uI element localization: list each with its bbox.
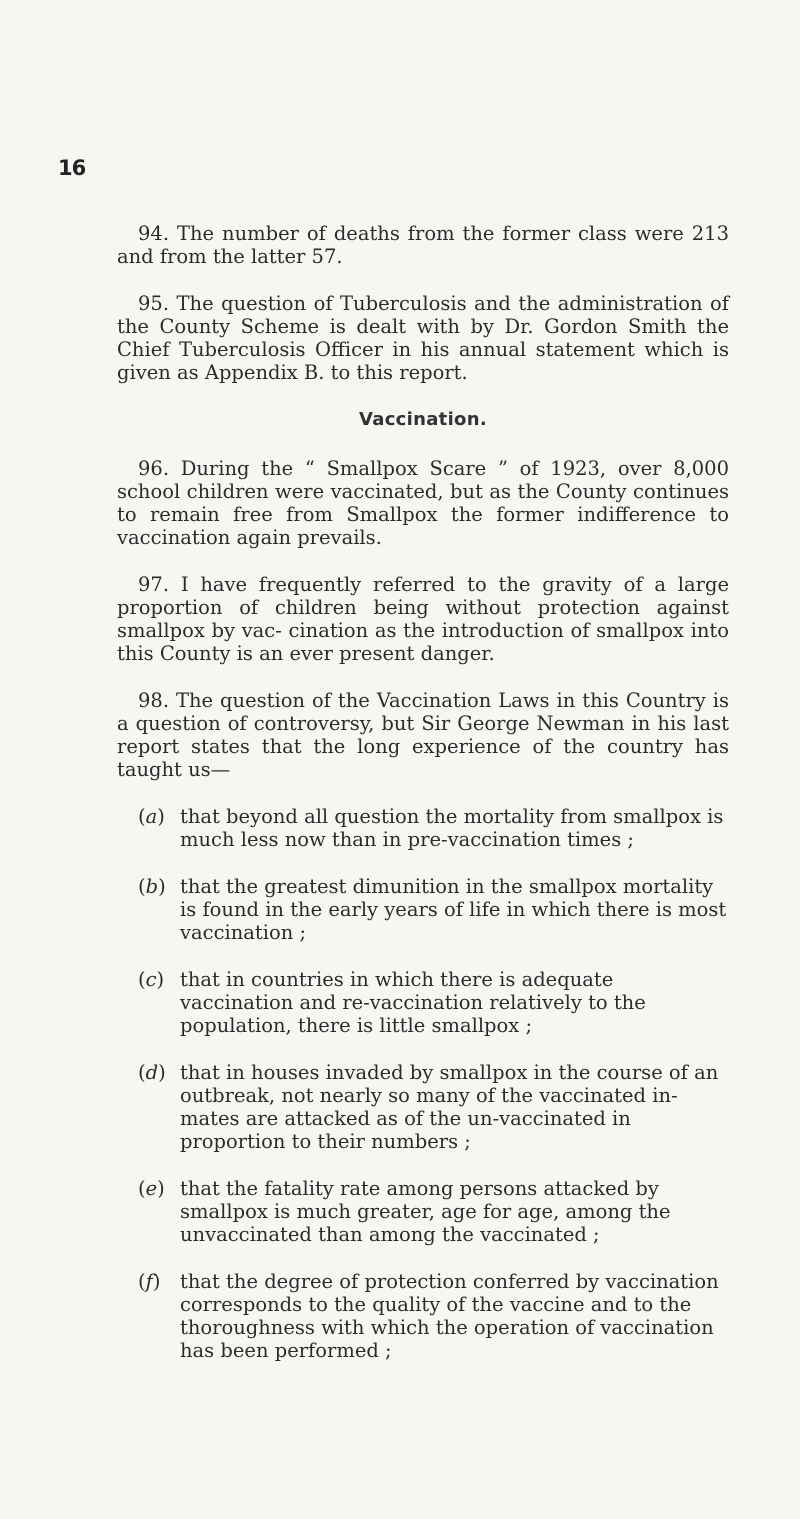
label-letter: f: [145, 1270, 153, 1293]
list-item: [117, 1177, 729, 1246]
section-heading-vaccination: Vaccination.: [359, 409, 487, 430]
list-item-text: that in houses invaded by smallpox in the course of an outbreak, not nearly so many of the vaccinated in- mates are attacked as of the un-vaccinated in proportion to their numbers ;: [180, 1061, 719, 1153]
list-item: [117, 875, 729, 944]
list-item: [117, 805, 729, 851]
page-body: [117, 222, 729, 1386]
label-letter: c: [145, 968, 157, 991]
list-item-label: [138, 1177, 165, 1200]
list-item: [117, 1270, 729, 1362]
label-letter: a: [145, 805, 158, 828]
label-close-paren: ): [158, 1061, 166, 1084]
list-item-label: [138, 1270, 160, 1293]
list-item-text: that the greatest dimunition in the smallpox mortality is found in the early years of life in which there is most vaccination ;: [180, 875, 727, 944]
label-close-paren: ): [158, 875, 166, 898]
list-item-label: [138, 1061, 166, 1084]
label-open-paren: (: [138, 1177, 146, 1200]
paragraph-94: 94. The number of deaths from the former class were 213 and from the latter 57.: [117, 222, 729, 268]
paragraph-97: 97. I have frequently referred to the gravity of a large proportion of children being without protection against smallpox by vac- cination as the introduction of smallpox into this County is an ever present danger.: [117, 573, 729, 665]
label-open-paren: (: [138, 1270, 146, 1293]
label-close-paren: ): [157, 805, 165, 828]
paragraph-95: 95. The question of Tuberculosis and the administration of the County Scheme is dealt with by Dr. Gordon Smith the Chief Tuberculosis Officer in his annual statement which is given as Appendix B. to this report.: [117, 292, 729, 384]
label-close-paren: ): [157, 1177, 165, 1200]
label-letter: d: [145, 1061, 159, 1084]
label-letter: b: [145, 875, 159, 898]
findings-list: [117, 805, 729, 1362]
list-item-label: [138, 805, 165, 828]
list-item-text: that in countries in which there is adequate vaccination and re-vaccination relatively to the population, there is little smallpox ;: [180, 968, 646, 1037]
paragraph-98: 98. The question of the Vaccination Laws in this Country is a question of controversy, but Sir George Newman in his last report states that the long experience of the country has taught us—: [117, 689, 729, 781]
list-item-label: [138, 875, 166, 898]
label-open-paren: (: [138, 805, 146, 828]
label-close-paren: ): [152, 1270, 161, 1293]
label-close-paren: ): [156, 968, 165, 991]
paragraph-96: 96. During the “ Smallpox Scare ” of 1923, over 8,000 school children were vaccinated, but as the County continues to remain free from Smallpox the former indifference to vaccination again prevails.: [117, 457, 729, 549]
list-item-text: that beyond all question the mortality from smallpox is much less now than in pre-vaccination times ;: [180, 805, 724, 851]
list-item-label: [138, 968, 164, 991]
label-open-paren: (: [138, 875, 146, 898]
label-letter: e: [145, 1177, 158, 1200]
list-item-text: that the degree of protection conferred by vaccination corresponds to the quality of the vaccine and to the thoroughness with which the operation of vaccination has been performed ;: [180, 1270, 719, 1362]
list-item: [117, 968, 729, 1037]
label-open-paren: (: [138, 1061, 146, 1084]
list-item-text: that the fatality rate among persons attacked by smallpox is much greater, age for age, among the unvaccinated than among the vaccinated ;: [180, 1177, 671, 1246]
page-number: 16: [58, 156, 86, 180]
list-item: [117, 1061, 729, 1153]
label-open-paren: (: [138, 968, 146, 991]
